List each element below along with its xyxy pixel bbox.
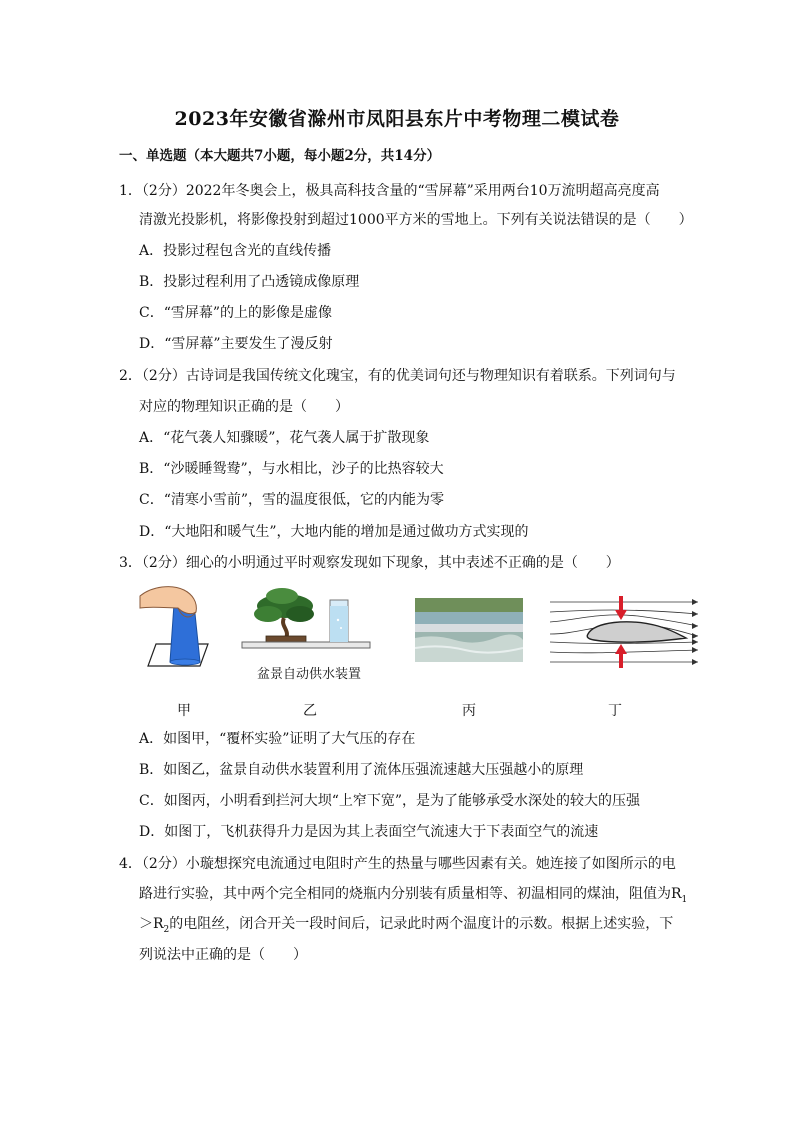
q2-option-c: C．“清寒小雪前”，雪的温度很低，它的内能为零 [139, 492, 445, 508]
q4-stem-line2: 路进行实验，其中两个完全相同的烧瓶内分别装有质量相等、初温相同的煤油，阻值为$R_1$ [139, 886, 688, 905]
figure-label-bing: 丙 [462, 703, 476, 719]
q2-option-a: A．“花气袭人知骤暖”，花气袭人属于扩散现象 [139, 430, 430, 446]
q1-option-b: B．投影过程利用了凸透镜成像原理 [139, 274, 360, 290]
q1-option-c: C．“雪屏幕”的上的影像是虚像 [139, 305, 333, 321]
q3-option-d: D．如图丁，飞机获得升力是因为其上表面空气流速大于下表面空气的流速 [139, 824, 599, 840]
q4-stem-line1: 4．（2分）小璇想探究电流通过电阻时产生的热量与哪些因素有关。她连接了如图所示的电 [119, 856, 676, 872]
figure-caption-bonsai: 盆景自动供水装置 [257, 667, 362, 682]
q4-stem-line4: 列说法中正确的是（ ） [139, 947, 307, 963]
q2-stem-line2: 对应的物理知识正确的是（ ） [139, 399, 349, 415]
q3-option-c: C．如图丙，小明看到拦河大坝“上窄下宽”，是为了能够承受水深处的较大的压强 [139, 793, 641, 809]
q1-stem-line1: 1．（2分）2022年冬奥会上，极具高科技含量的“雪屏幕”采用两台10万流明超高亮度高 [119, 183, 660, 199]
q1-option-a: A．投影过程包含光的直线传播 [139, 243, 332, 259]
q2-option-d: D．“大地阳和暖气生”，大地内能的增加是通过做功方式实现的 [139, 524, 529, 540]
q3-option-b: B．如图乙，盆景自动供水装置利用了流体压强流速越大压强越小的原理 [139, 762, 584, 778]
q4-stem-line3: $>R_2$的电阻丝，闭合开关一段时间后，记录此时两个温度计的示数。根据上述实验，下 [139, 916, 674, 935]
figure-cup-experiment [138, 582, 230, 672]
q3-option-a: A．如图甲，“覆杯实验”证明了大气压的存在 [139, 731, 416, 747]
q1-stem-line2: 清激光投影机，将影像投射到超过1000平方米的雪地上。下列有关说法错误的是（ ） [139, 212, 693, 228]
q1-option-d: D．“雪屏幕”主要发生了漫反射 [139, 336, 333, 352]
section-heading: 一、单选题（本大题共7小题，每小题2分，共14分） [119, 148, 441, 164]
figure-bonsai-water-device [240, 584, 375, 656]
q2-option-b: B．“沙暖睡鸳鸯”，与水相比，沙子的比热容较大 [139, 461, 444, 477]
figure-label-ding: 丁 [608, 703, 622, 719]
q2-stem-line1: 2．（2分）古诗词是我国传统文化瑰宝，有的优美词句还与物理知识有着联系。下列词句与 [119, 368, 676, 384]
figure-airfoil-lift [548, 594, 704, 670]
figure-label-yi: 乙 [303, 703, 317, 719]
q3-stem-line1: 3．（2分）细心的小明通过平时观察发现如下现象，其中表述不正确的是（ ） [119, 555, 620, 571]
figure-label-jia: 甲 [177, 703, 191, 719]
page-title: 2023年安徽省滁州市凤阳县东片中考物理二模试卷 [174, 108, 620, 130]
figure-river-dam [415, 598, 523, 662]
